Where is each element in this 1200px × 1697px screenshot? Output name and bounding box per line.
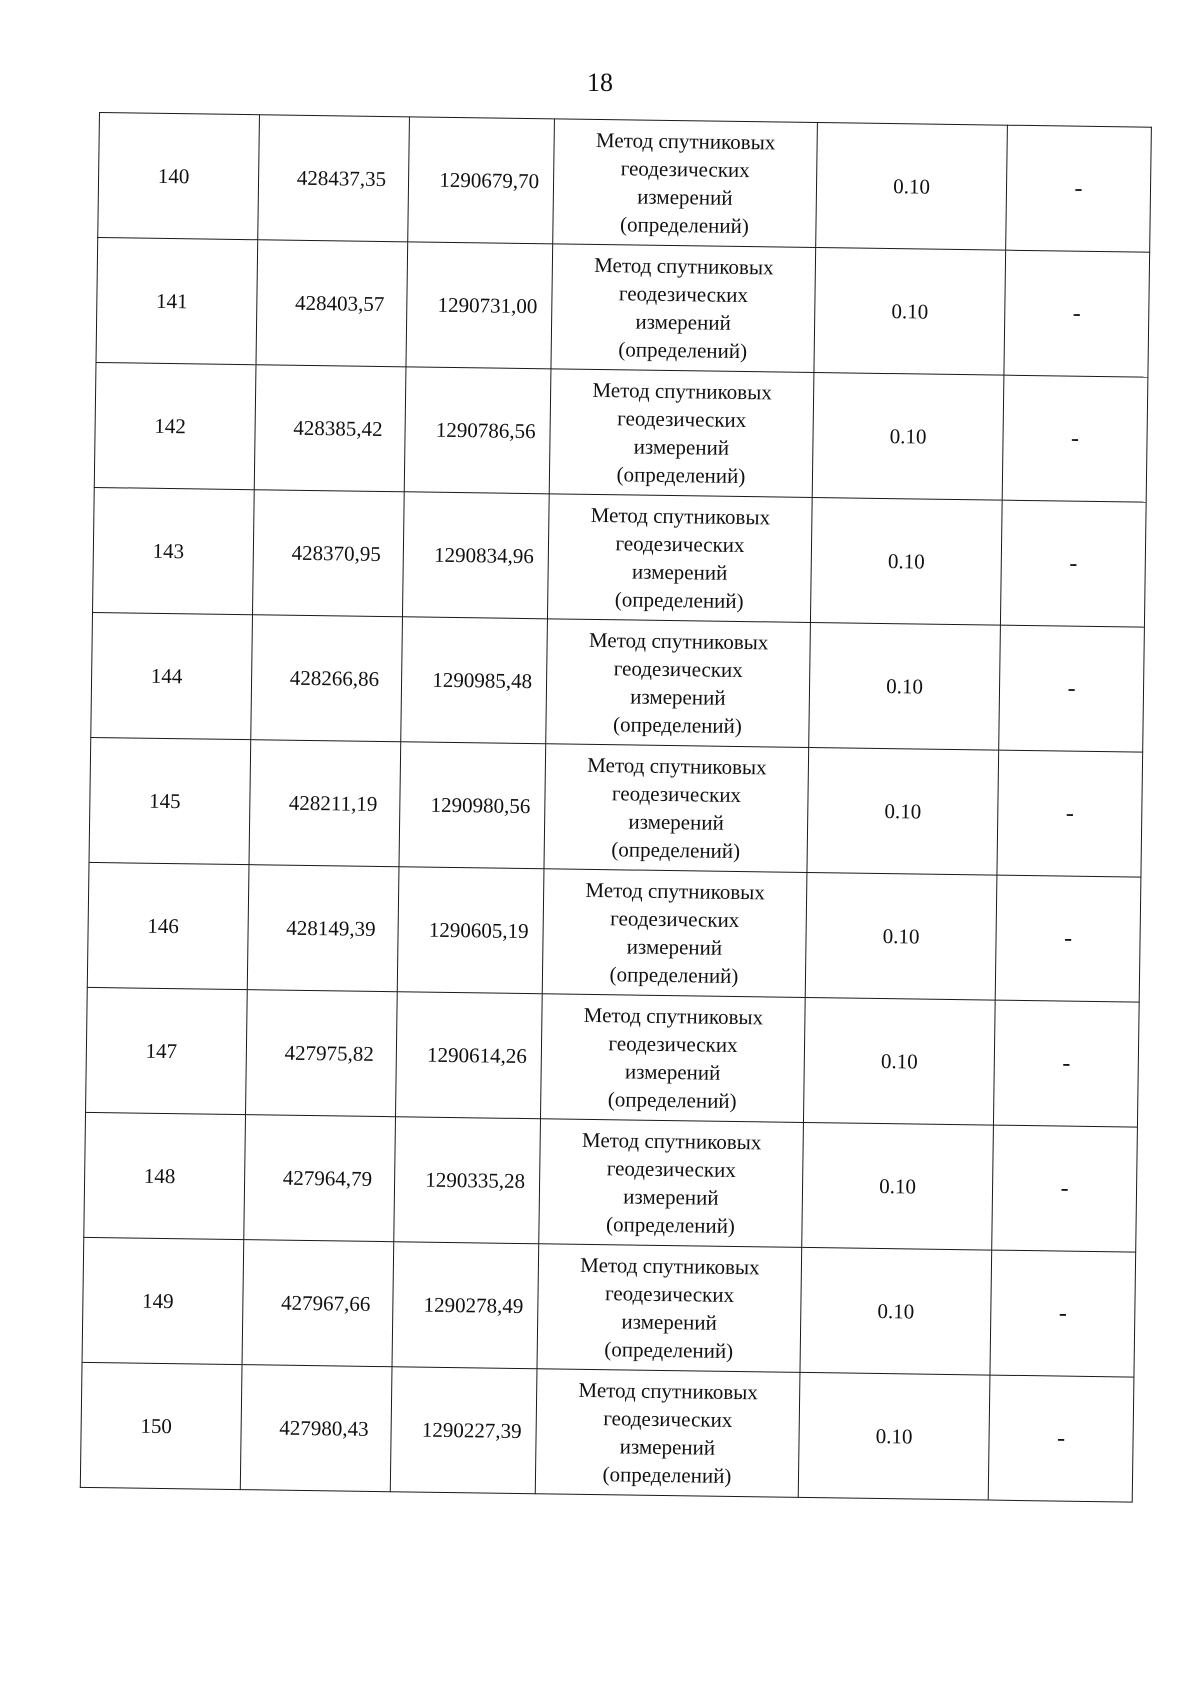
extra-cell: - xyxy=(988,1375,1134,1502)
page-number: 18 xyxy=(587,68,613,97)
method-cell xyxy=(542,869,807,998)
method-line: геодезических xyxy=(603,1406,733,1432)
point-number-cell: 141 xyxy=(96,237,258,364)
point-number-cell: 144 xyxy=(91,612,253,739)
extra-cell: - xyxy=(997,750,1143,877)
method-line: геодезических xyxy=(610,906,740,933)
method-line: Метод спутниковых xyxy=(578,1377,759,1405)
y-coordinate-cell: 1290985,48 xyxy=(401,617,548,744)
coordinates-table xyxy=(80,112,1152,1503)
method-line: (определений) xyxy=(604,1337,734,1363)
method-line: Метод спутниковых xyxy=(587,752,767,780)
accuracy-cell: 0.10 xyxy=(803,997,995,1125)
point-number-cell: 140 xyxy=(98,113,260,240)
extra-cell: - xyxy=(1002,375,1148,502)
extra-cell: - xyxy=(999,625,1145,752)
accuracy-cell: 0.10 xyxy=(805,872,997,1000)
y-coordinate-cell: 1290786,56 xyxy=(404,367,551,494)
x-coordinate-cell: 427980,43 xyxy=(240,1365,392,1492)
method-line: (определений) xyxy=(602,1462,732,1488)
x-coordinate-cell: 428437,35 xyxy=(258,115,410,242)
point-number-cell: 146 xyxy=(87,862,249,989)
point-number-cell: 142 xyxy=(94,362,256,489)
method-cell xyxy=(535,1369,800,1498)
method-line: (определений) xyxy=(618,337,748,364)
method-line: Метод спутниковых xyxy=(592,377,772,405)
method-line: измерений xyxy=(621,1309,718,1335)
y-coordinate-cell: 1290980,56 xyxy=(399,742,546,869)
method-line: геодезических xyxy=(604,1281,735,1307)
accuracy-cell: 0.10 xyxy=(812,373,1004,501)
extra-cell: - xyxy=(990,1250,1136,1377)
method-line: Метод спутниковых xyxy=(588,627,769,655)
method-line: (определений) xyxy=(611,837,741,864)
x-coordinate-cell: 427975,82 xyxy=(246,990,398,1117)
extra-cell: - xyxy=(1000,500,1146,627)
method-line: (определений) xyxy=(614,587,744,614)
method-line: геодезических xyxy=(611,781,742,808)
table-row xyxy=(80,1362,1134,1502)
point-number-cell: 143 xyxy=(93,487,255,614)
table-row xyxy=(87,862,1141,1002)
method-cell xyxy=(551,244,816,373)
x-coordinate-cell: 428266,86 xyxy=(251,615,403,742)
y-coordinate-cell: 1290679,70 xyxy=(408,117,555,244)
method-cell xyxy=(539,1119,804,1248)
extra-cell: - xyxy=(1006,125,1152,252)
method-line: геодезических xyxy=(608,1031,738,1058)
table-row xyxy=(93,487,1147,627)
table-row xyxy=(96,237,1150,377)
method-line: (определений) xyxy=(612,712,743,739)
method-cell xyxy=(547,494,812,623)
method-line: измерений xyxy=(637,184,733,210)
method-cell xyxy=(537,1244,802,1373)
table-row xyxy=(89,737,1143,877)
method-line: Метод спутниковых xyxy=(594,252,774,280)
method-line: геодезических xyxy=(618,281,749,308)
method-line: Метод спутниковых xyxy=(583,1002,764,1030)
method-line: Метод спутниковых xyxy=(595,127,776,155)
accuracy-cell: 0.10 xyxy=(798,1372,990,1500)
method-cell xyxy=(553,119,818,248)
point-number-cell: 149 xyxy=(82,1237,244,1364)
table-row xyxy=(98,113,1152,253)
x-coordinate-cell: 427967,66 xyxy=(242,1240,394,1367)
x-coordinate-cell: 428149,39 xyxy=(247,865,399,992)
table-row xyxy=(91,612,1145,752)
table-row xyxy=(94,362,1148,502)
x-coordinate-cell: 428403,57 xyxy=(256,240,408,367)
method-line: Метод спутниковых xyxy=(580,1252,760,1280)
method-line: измерений xyxy=(633,434,730,460)
x-coordinate-cell: 428385,42 xyxy=(254,365,406,492)
extra-cell: - xyxy=(992,1125,1138,1252)
x-coordinate-cell: 428370,95 xyxy=(252,490,404,617)
method-line: измерений xyxy=(635,309,731,335)
method-cell xyxy=(544,744,809,873)
method-line: измерений xyxy=(630,684,726,710)
method-line: (определений) xyxy=(609,962,739,989)
method-line: измерений xyxy=(631,559,728,585)
extra-cell: - xyxy=(995,875,1141,1002)
method-line: (определений) xyxy=(605,1212,736,1238)
table-row xyxy=(82,1237,1136,1377)
method-line: Метод спутниковых xyxy=(581,1127,762,1155)
method-line: (определений) xyxy=(619,212,750,239)
method-cell xyxy=(549,369,814,498)
method-line: измерений xyxy=(623,1184,719,1210)
y-coordinate-cell: 1290227,39 xyxy=(390,1367,537,1494)
method-line: геодезических xyxy=(620,156,750,183)
method-line: геодезических xyxy=(615,531,745,558)
y-coordinate-cell: 1290278,49 xyxy=(392,1242,539,1369)
method-line: измерений xyxy=(624,1059,721,1085)
y-coordinate-cell: 1290834,96 xyxy=(402,492,549,619)
method-cell xyxy=(546,619,811,748)
method-line: геодезических xyxy=(606,1156,736,1182)
method-line: Метод спутниковых xyxy=(590,502,771,530)
method-line: (определений) xyxy=(616,462,746,489)
method-line: измерений xyxy=(626,934,723,960)
point-number-cell: 148 xyxy=(84,1112,246,1239)
accuracy-cell: 0.10 xyxy=(816,123,1008,251)
point-number-cell: 145 xyxy=(89,737,251,864)
method-line: Метод спутниковых xyxy=(585,877,765,905)
accuracy-cell: 0.10 xyxy=(807,747,999,875)
method-line: (определений) xyxy=(607,1087,737,1113)
y-coordinate-cell: 1290614,26 xyxy=(396,992,543,1119)
table-row xyxy=(86,987,1140,1127)
method-line: геодезических xyxy=(617,406,747,433)
y-coordinate-cell: 1290605,19 xyxy=(397,867,544,994)
coordinates-table-body xyxy=(80,113,1151,1503)
method-line: геодезических xyxy=(613,656,743,683)
extra-cell: - xyxy=(1004,250,1150,377)
extra-cell: - xyxy=(993,1000,1139,1127)
point-number-cell: 150 xyxy=(80,1362,242,1489)
accuracy-cell: 0.10 xyxy=(800,1247,992,1375)
y-coordinate-cell: 1290731,00 xyxy=(406,242,553,369)
y-coordinate-cell: 1290335,28 xyxy=(394,1117,541,1244)
x-coordinate-cell: 427964,79 xyxy=(244,1115,396,1242)
accuracy-cell: 0.10 xyxy=(814,248,1006,376)
accuracy-cell: 0.10 xyxy=(802,1122,994,1250)
method-line: измерений xyxy=(619,1434,716,1460)
table-row xyxy=(84,1112,1138,1252)
x-coordinate-cell: 428211,19 xyxy=(249,740,401,867)
accuracy-cell: 0.10 xyxy=(809,622,1001,750)
method-cell xyxy=(540,994,805,1123)
accuracy-cell: 0.10 xyxy=(810,497,1002,625)
method-line: измерений xyxy=(628,809,724,835)
point-number-cell: 147 xyxy=(86,987,248,1114)
